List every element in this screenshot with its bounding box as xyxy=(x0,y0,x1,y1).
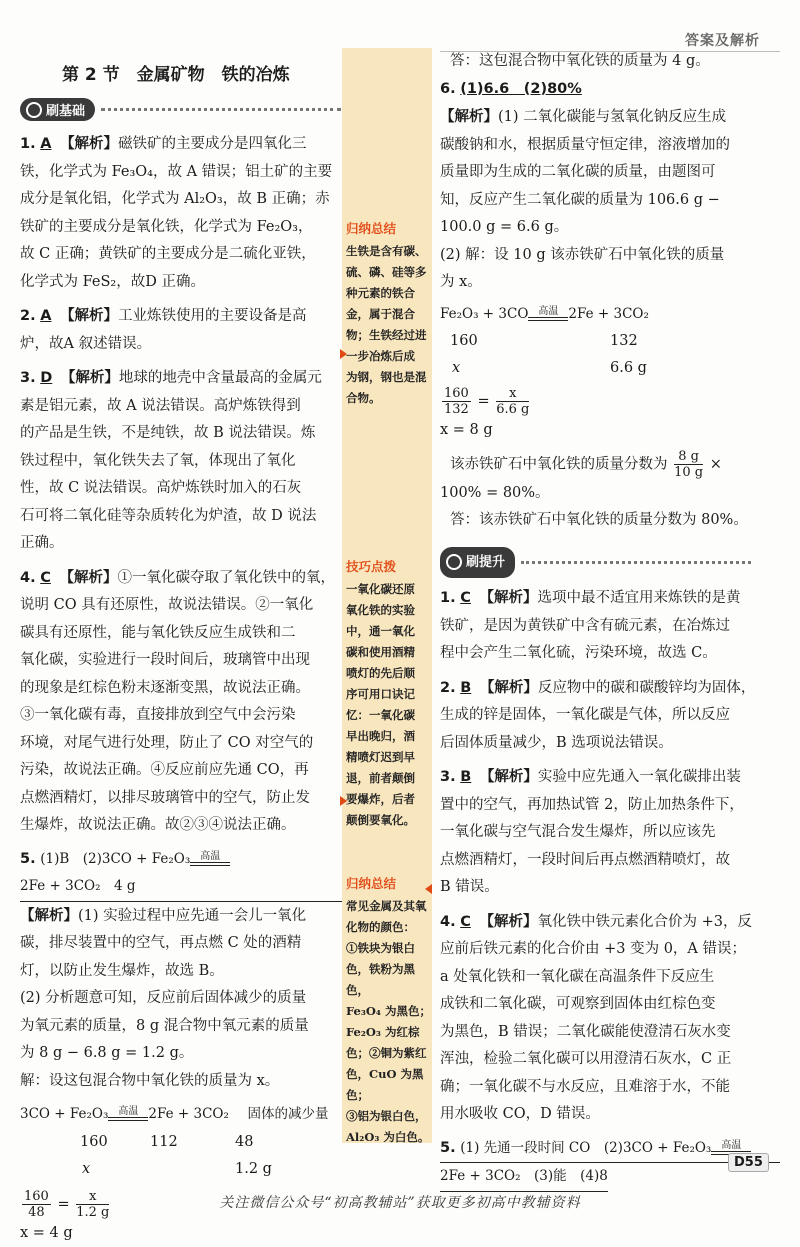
answer-choice: C xyxy=(460,914,471,930)
item-number: 2. xyxy=(20,308,36,324)
text-line: 地球的地壳中含量最高的金属元 xyxy=(119,370,322,386)
item-number: 1. xyxy=(20,136,36,152)
page-title: 第 2 节 金属矿物 铁的冶炼 xyxy=(62,60,290,85)
text-line: 一氧化碳与空气混合发生爆炸，所以应该先 xyxy=(440,819,780,847)
mass-value: 1.2 g xyxy=(235,1156,272,1184)
note-line: 中，通一氧化 xyxy=(346,621,430,642)
text-line: 答：该赤铁矿石中氧化铁的质量分数为 80%。 xyxy=(440,507,780,535)
advanced-item-2 xyxy=(440,674,780,758)
item-number: 5. xyxy=(440,1140,456,1156)
note-line: 合物。 xyxy=(346,388,430,409)
note-line: 精喷灯迟到早 xyxy=(346,747,430,768)
text-line: 反应物中的碳和碳酸锌均为固体， xyxy=(538,680,756,696)
text-line: 性，故 C 说法错误。高炉炼铁时加入的石灰 xyxy=(20,475,342,503)
note-summary-2 xyxy=(342,873,432,1143)
text-line: a 处氧化铁和一氧化碳在高温条件下反应生 xyxy=(440,964,780,992)
badge-label: 刷基础 xyxy=(46,100,85,119)
text-line: (1) 实验过程中应先通一会儿一氧化 xyxy=(78,908,306,924)
item-number: 3. xyxy=(440,769,456,785)
note-line: 一步冶炼后成 xyxy=(346,346,430,367)
denominator: 48 xyxy=(22,1205,51,1220)
badge-advanced xyxy=(440,547,780,579)
dotted-divider xyxy=(521,561,751,564)
section-tag: 答案及解析 xyxy=(685,30,760,50)
text-line: (2) 解：设 10 g 该赤铁矿石中氧化铁的质量 xyxy=(440,242,780,270)
numerator: 160 xyxy=(442,386,471,402)
denominator: 10 g xyxy=(674,465,703,480)
advanced-item-3 xyxy=(440,763,780,902)
text-line: 为黑色，B 错误；二氧化碳能使澄清石灰水变 xyxy=(440,1019,780,1047)
text-line: 氧化碳，实验进行一段时间后，玻璃管中出现 xyxy=(20,647,342,675)
analysis-tag: 【解析】 xyxy=(60,307,118,324)
text-line: 素是铝元素，故 A 说法错误。高炉炼铁得到 xyxy=(20,393,342,421)
mass-row-2 xyxy=(440,355,780,382)
proportion: $\frac{160}{48}$ = $\frac{x}{1.2 g}$ xyxy=(20,1189,342,1220)
text-line: 用水吸收 CO，D 错误。 xyxy=(440,1101,780,1129)
text-line: 点燃酒精灯，以排尽玻璃管中的空气，防止发 xyxy=(20,785,342,813)
note-pointer-icon xyxy=(425,884,432,894)
right-column xyxy=(440,48,780,1192)
note-line: 色，铁粉为黑色， xyxy=(346,959,432,1001)
text-line: 后固体质量减少，B 选项说法错误。 xyxy=(440,730,780,758)
numerator: x xyxy=(76,1189,109,1205)
note-line: 氧化铁的实验 xyxy=(346,600,430,621)
answer-choice: B xyxy=(460,769,471,785)
text-line: 为 x。 xyxy=(440,269,780,297)
note-tip xyxy=(346,556,430,831)
reaction-condition xyxy=(108,1107,148,1121)
mass-value: x xyxy=(452,355,460,383)
answer-choice: A xyxy=(40,136,51,152)
answer-choice: D xyxy=(40,370,52,386)
brush-icon xyxy=(446,554,462,570)
text-line: 说明 CO 具有还原性，故说法错误。②一氧化 xyxy=(20,592,342,620)
note-line: 色，CuO 为黑色； xyxy=(346,1064,432,1106)
note-line: 金，属于混合 xyxy=(346,304,430,325)
note-line: ③铝为银白色， xyxy=(346,1106,432,1127)
analysis-tag: 【解析】 xyxy=(440,108,498,125)
condition-label: 高温 xyxy=(711,1141,751,1151)
answer-item-5 xyxy=(20,846,342,1247)
answer-choice: (1)6.6 (2)80% xyxy=(460,81,582,97)
answer-item-2 xyxy=(20,302,342,358)
badge-label: 刷提升 xyxy=(466,549,505,577)
equation-row xyxy=(440,301,780,329)
note-line: 要爆炸，后者 xyxy=(346,789,430,810)
text-line: ①一氧化碳夺取了氧化铁中的氧， xyxy=(117,570,335,586)
text-line: 质量即为生成的二氧化碳的质量，由题图可 xyxy=(440,159,780,187)
note-line: Fe₃O₄ 为黑色； xyxy=(346,1001,432,1022)
text-line: (1) 二氧化碳能与氢氧化钠反应生成 xyxy=(498,109,726,125)
note-line: 早出晚归，酒 xyxy=(346,726,430,747)
reaction-condition xyxy=(190,852,230,866)
proportion: $\frac{160}{132}$ = $\frac{x}{6.6 g}$ xyxy=(440,386,780,417)
note-line: 生铁是含有碳、 xyxy=(346,241,430,262)
answer-item-3 xyxy=(20,364,342,558)
denominator: 132 xyxy=(442,402,471,417)
answer-text: (1)B (2)3CO + Fe₂O₃ xyxy=(40,851,190,867)
text-line: ③一氧化碳有毒，直接排放到空气中会污染 xyxy=(20,702,342,730)
text-line: 答：这包混合物中氧化铁的质量为 4 g。 xyxy=(440,48,780,76)
result-line: x = 8 g xyxy=(440,417,780,445)
answer-text: 2Fe + 3CO₂ 4 g xyxy=(20,878,136,894)
brush-icon xyxy=(26,102,42,118)
result-line: x = 4 g xyxy=(20,1220,342,1247)
text-line: 成分是氧化铝，化学式为 Al₂O₃，故 B 正确；赤 xyxy=(20,186,342,214)
mass-value: 132 xyxy=(610,328,638,356)
mass-row-1 xyxy=(440,328,780,355)
text-line: 选项中最不适宜用来炼铁的是黄 xyxy=(537,590,740,606)
condition-label: 高温 xyxy=(108,1107,148,1117)
item-number: 4. xyxy=(20,570,36,586)
mass-value: 6.6 g xyxy=(610,355,647,383)
analysis-tag: 【解析】 xyxy=(59,569,117,586)
text-line: 正确。 xyxy=(20,530,342,558)
text-line: 铁矿的主要成分是氧化铁，化学式为 Fe₂O₃， xyxy=(20,214,342,242)
equation-left: Fe₂O₃ + 3CO xyxy=(440,306,528,322)
text-line: 化学式为 FeS₂，故D 正确。 xyxy=(20,269,342,297)
text-line: 故 C 正确；黄铁矿的主要成分是二硫化亚铁， xyxy=(20,241,342,269)
text-line: 为氧元素的质量，8 g 混合物中氧元素的质量 xyxy=(20,1013,342,1041)
note-line: 退，前者颠倒 xyxy=(346,768,430,789)
numerator: 8 g xyxy=(674,449,703,465)
text-line: 实验中应先通入一氧化碳排出装 xyxy=(538,769,741,785)
text-line: 点燃酒精灯，一段时间后再点燃酒精喷灯，故 xyxy=(440,847,780,875)
numerator: x xyxy=(496,386,529,402)
text-line: 污染，故说法正确。④反应前应先通 CO，再 xyxy=(20,757,342,785)
text-line: 浑浊，检验二氧化碳可以用澄清石灰水，C 正 xyxy=(440,1046,780,1074)
text-line: 生成的锌是固体，一氧化碳是气体，所以反应 xyxy=(440,702,780,730)
text-line: 灯，以防止发生爆炸，故选 B。 xyxy=(20,958,342,986)
text-line: 的现象是红棕色粉末逐渐变黑，故说法正确。 xyxy=(20,675,342,703)
note-line: 序可用口诀记 xyxy=(346,684,430,705)
note-summary-1 xyxy=(346,218,430,409)
mass-row-1 xyxy=(20,1129,342,1156)
answer-choice: B xyxy=(460,680,471,696)
note-line: 化物的颜色： xyxy=(346,917,432,938)
note-title: 归纳总结 xyxy=(346,218,430,239)
mass-value: x xyxy=(82,1156,90,1184)
page-number: D55 xyxy=(728,1153,769,1172)
item-number: 2. xyxy=(440,680,456,696)
note-line: 忆：一氧化碳 xyxy=(346,705,430,726)
mass-row-2 xyxy=(20,1156,342,1183)
denominator: 1.2 g xyxy=(76,1205,109,1220)
answer-item-6 xyxy=(440,76,780,535)
note-line: 物；生铁经过进 xyxy=(346,325,430,346)
fraction xyxy=(674,449,703,480)
text-line: 炉，故A 叙述错误。 xyxy=(20,331,342,359)
text-line: 氧化铁中铁元素化合价为 +3，反 xyxy=(537,914,751,930)
analysis-tag: 【解析】 xyxy=(479,589,537,606)
item-number: 1. xyxy=(440,590,456,606)
text-line: 该赤铁矿石中氧化铁的质量分数为 xyxy=(450,456,668,472)
item-number: 6. xyxy=(440,81,456,97)
answer-line xyxy=(440,1163,608,1192)
left-column xyxy=(20,130,342,1247)
equation-row xyxy=(20,1101,342,1129)
answer-text: (1) 先通一段时间 CO (2)3CO + Fe₂O₃ xyxy=(460,1140,711,1156)
footer-note: 关注微信公众号“初高教辅站”获取更多初高中教辅资料 xyxy=(0,1192,800,1212)
text-line: 碳，排尽装置中的空气，再点燃 C 处的酒精 xyxy=(20,930,342,958)
analysis-tag: 【解析】 xyxy=(480,768,538,785)
mass-value: 112 xyxy=(150,1129,178,1157)
answer-item-4 xyxy=(20,564,342,840)
note-line: 碳和使用酒精 xyxy=(346,642,430,663)
note-line: 色；②铜为紫红 xyxy=(346,1043,432,1064)
numerator: 160 xyxy=(22,1189,51,1205)
answer-text: 2Fe + 3CO₂ (3)能 (4)8 xyxy=(440,1168,608,1184)
text-line: B 错误。 xyxy=(440,874,780,902)
note-line: 种元素的铁合 xyxy=(346,283,430,304)
answer-line xyxy=(20,846,342,902)
text-line: 碳酸钠和水，根据质量守恒定律，溶液增加的 xyxy=(440,132,780,160)
text-line: 应前后铁元素的化合价由 +3 变为 0，A 错误； xyxy=(440,936,780,964)
condition-label: 高温 xyxy=(190,852,230,862)
item-number: 3. xyxy=(20,370,36,386)
equals-sign xyxy=(528,317,568,321)
equation-note: 固体的减少量 xyxy=(248,1106,329,1122)
text-line: 的产品是生铁，不是纯铁，故 B 说法错误。炼 xyxy=(20,420,342,448)
badge-pill xyxy=(440,547,515,579)
note-title: 归纳总结 xyxy=(346,873,432,894)
note-line: 颠倒要氧化。 xyxy=(346,810,430,831)
answer-item-1 xyxy=(20,130,342,296)
note-line: 喷灯的先后顺 xyxy=(346,663,430,684)
note-line: 一氧化碳还原 xyxy=(346,579,430,600)
analysis-tag: 【解析】 xyxy=(480,679,538,696)
analysis-tag: 【解析】 xyxy=(61,369,119,386)
text-line: 石可将二氧化硅等杂质转化为炉渣，故 D 说法 xyxy=(20,503,342,531)
mass-value: 160 xyxy=(80,1129,108,1157)
mass-value: 160 xyxy=(450,328,478,356)
equals-sign xyxy=(108,1117,148,1121)
answer-choice: C xyxy=(40,570,51,586)
text-line: 碳具有还原性，能与氧化铁反应生成铁和二 xyxy=(20,620,342,648)
text-line: 100.0 g = 6.6 g。 xyxy=(440,214,780,242)
analysis-tag: 【解析】 xyxy=(20,907,78,924)
badge-pill xyxy=(20,98,95,121)
item-number: 5. xyxy=(20,851,36,867)
text-line: 知，反应产生二氧化碳的质量为 106.6 g − xyxy=(440,187,780,215)
text-line: 解：设这包混合物中氧化铁的质量为 x。 xyxy=(20,1068,342,1096)
text-line: 成铁和二氧化碳，可观察到固体由红棕色变 xyxy=(440,991,780,1019)
equation-left: 3CO + Fe₂O₃ xyxy=(20,1106,108,1122)
advanced-item-4 xyxy=(440,908,780,1129)
mass-value: 48 xyxy=(235,1129,253,1157)
answer-choice: C xyxy=(460,590,471,606)
item-number: 4. xyxy=(440,914,456,930)
text-line: × xyxy=(710,456,722,472)
text-line: 磁铁矿的主要成分是四氧化三 xyxy=(118,136,307,152)
condition-label: 高温 xyxy=(528,307,568,317)
dotted-divider xyxy=(101,108,341,111)
analysis-tag: 【解析】 xyxy=(479,913,537,930)
text-line: 环境，对尾气进行处理，防止了 CO 对空气的 xyxy=(20,730,342,758)
equation-right: 2Fe + 3CO₂ xyxy=(568,306,649,322)
answer-choice: A xyxy=(40,308,51,324)
denominator: 6.6 g xyxy=(496,402,529,417)
text-line: 铁过程中，氧化铁失去了氧，体现出了氧化 xyxy=(20,448,342,476)
text-line: 程中会产生二氧化硫，污染环境，故选 C。 xyxy=(440,640,780,668)
note-title: 技巧点拨 xyxy=(346,556,430,577)
note-line: ①铁块为银白 xyxy=(346,938,432,959)
analysis-tag: 【解析】 xyxy=(60,135,118,152)
note-line: 硫、磷、硅等多 xyxy=(346,262,430,283)
note-line: 常见金属及其氧 xyxy=(346,896,432,917)
note-line: Fe₂O₃ 为红棕 xyxy=(346,1022,432,1043)
text-line: 为 8 g − 6.8 g = 1.2 g。 xyxy=(20,1040,342,1068)
text-line: 置中的空气，再加热试管 2，防止加热条件下， xyxy=(440,792,780,820)
text-line: 工业炼铁使用的主要设备是高 xyxy=(118,308,307,324)
note-line: 为钢，钢也是混 xyxy=(346,367,430,388)
fraction xyxy=(496,386,529,417)
note-line: Al₂O₃ 为白色。 xyxy=(346,1127,432,1148)
percentage-line xyxy=(440,449,780,480)
text-line: 100% = 80%。 xyxy=(440,480,780,508)
text-line: 生爆炸，故说法正确。故②③④说法正确。 xyxy=(20,812,342,840)
fraction xyxy=(442,386,471,417)
equation-right: 2Fe + 3CO₂ xyxy=(148,1106,229,1122)
text-line: (2) 分析题意可知，反应前后固体减少的质量 xyxy=(20,985,342,1013)
text-line: 确；一氧化碳不与水反应，且难溶于水，不能 xyxy=(440,1074,780,1102)
text-line: 铁，化学式为 Fe₃O₄，故 A 错误；铝土矿的主要 xyxy=(20,159,342,187)
reaction-condition xyxy=(528,307,568,321)
text-line: 铁矿，是因为黄铁矿中含有硫元素，在冶炼过 xyxy=(440,613,780,641)
equals-sign xyxy=(190,862,230,866)
badge-basic xyxy=(20,98,341,121)
advanced-item-1 xyxy=(440,584,780,668)
